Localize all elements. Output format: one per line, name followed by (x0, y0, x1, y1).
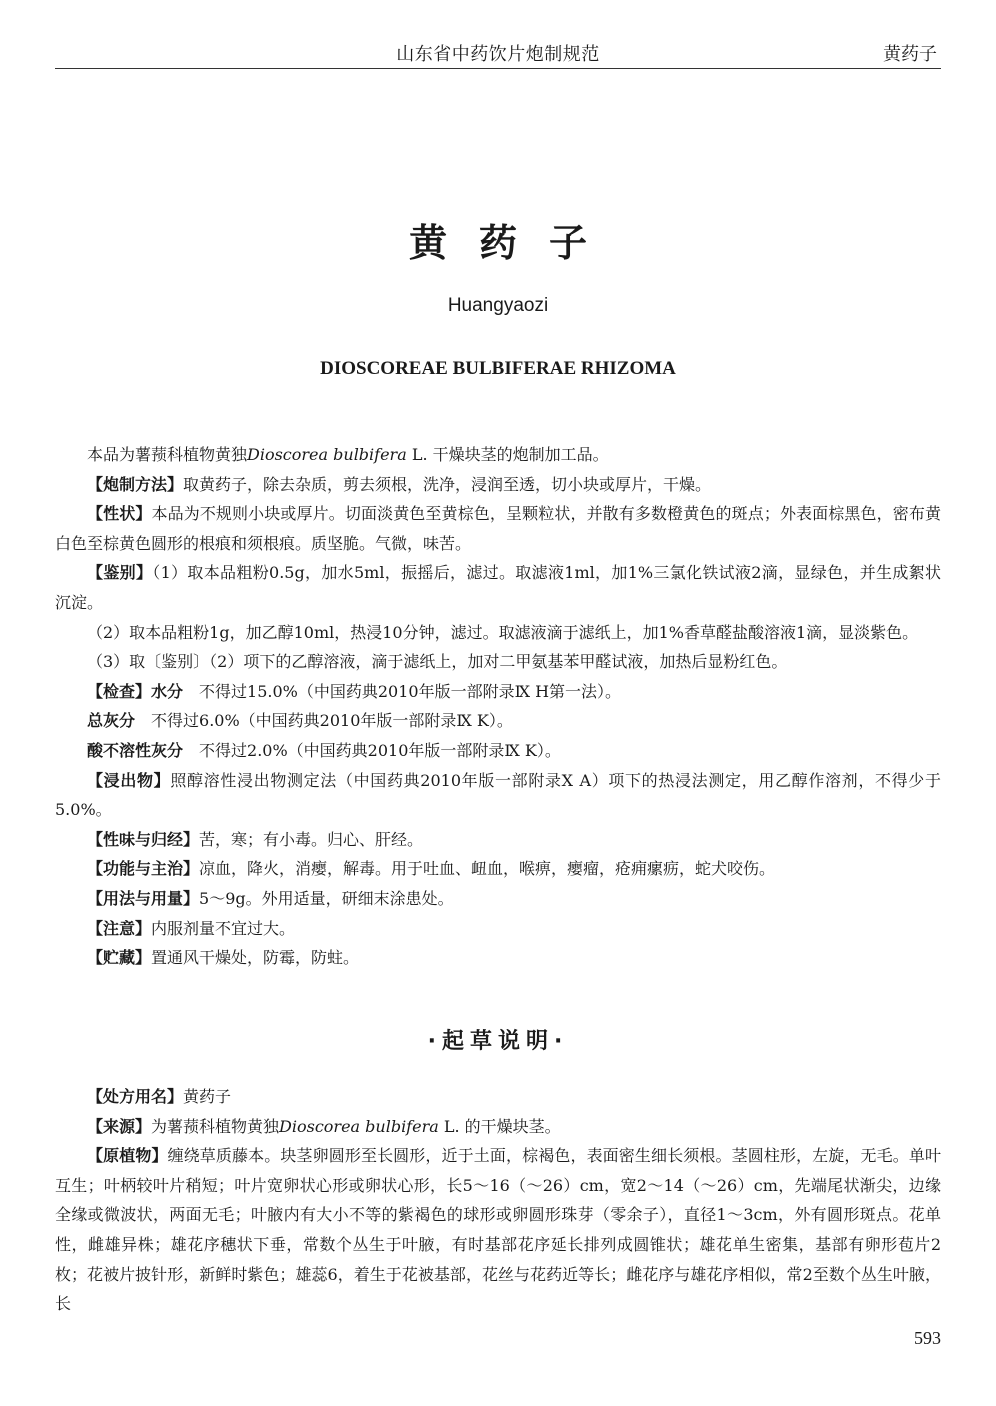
acid-ash-text: 不得过2.0%（中国药典2010年版一部附录Ⅸ K）。 (183, 740, 561, 760)
plant-label: 【原植物】 (87, 1146, 168, 1166)
monograph-latin-name: DIOSCOREAE BULBIFERAE RHIZOMA (320, 358, 676, 379)
processing-label: 【炮制方法】 (87, 474, 184, 494)
page-header (55, 36, 941, 69)
inspection-acid-ash (55, 736, 941, 766)
acid-ash-label: 酸不溶性灰分 (87, 740, 184, 760)
characters-text: 本品为不规则小块或厚片。切面淡黄色至黄棕色，呈颗粒状，并散有多数橙黄色的斑点；外表面棕黑色，密布黄白色至棕黄色圆形的根痕和须根痕。质坚脆。气微，味苦。 (55, 504, 941, 553)
identification-paragraph-1 (55, 558, 941, 617)
inspection-water (55, 677, 941, 707)
drafting-notes-heading: ·起草说明· (427, 1029, 569, 1054)
identification-paragraph-3: （3）取〔鉴别〕（2）项下的乙醇溶液，滴于滤纸上，加对二甲氨基苯甲醛试液，加热后显粉红色。 (87, 652, 788, 672)
nature-text: 苦，寒；有小毒。归心、肝经。 (199, 829, 424, 849)
identification-label: 【鉴别】 (87, 563, 153, 583)
intro-post: L. 干燥块茎的炮制加工品。 (406, 445, 609, 464)
extract-paragraph (55, 766, 941, 825)
intro-paragraph (55, 440, 941, 470)
identification-item-1: （1）取本品粗粉0.5g，加水5ml，振摇后，滤过。取滤液1ml，加1%三氯化铁试液2滴，显绿色，并生成絮状沉淀。 (55, 563, 941, 612)
water-label: 水分 (151, 681, 184, 701)
inspection-label: 【检查】 (87, 681, 152, 701)
dosage-paragraph (55, 884, 941, 914)
caution-label: 【注意】 (87, 918, 152, 938)
inspection-total-ash (55, 706, 941, 736)
processing-paragraph (55, 470, 941, 500)
caution-paragraph (55, 914, 941, 944)
total-ash-label: 总灰分 (87, 711, 136, 731)
dosage-text: 5～9g。外用适量，研细末涂患处。 (199, 888, 454, 908)
source-paragraph (55, 1112, 941, 1142)
dosage-label: 【用法与用量】 (87, 888, 200, 908)
monograph-pinyin: Huangyaozi (447, 295, 549, 316)
total-ash-text: 不得过6.0%（中国药典2010年版一部附录Ⅸ K）。 (135, 711, 513, 731)
usage-name-text: 黄药子 (183, 1087, 232, 1106)
caution-text: 内服剂量不宜过大。 (151, 918, 296, 938)
page-number: 593 (914, 1328, 941, 1348)
identification-paragraph-2: （2）取本品粗粉1g，加乙醇10ml，热浸10分钟，滤过。取滤液滴于滤纸上，加1%香草醛盐酸溶液1滴，显淡紫色。 (87, 622, 919, 642)
plant-text: 缠绕草质藤本。块茎卵圆形至长圆形，近于土面，棕褐色，表面密生细长须根。茎圆柱形，左旋，无毛。单叶互生；叶柄较叶片稍短；叶片宽卵状心形或卵状心形，长5～16（～26）cm，宽2～14（～26）cm，先端尾状渐尖，边缘全缘或微波状，两面无毛；叶腋内有大小不等的紫褐色的球形或卵圆形珠芽（零余子），直径1～3cm，外有圆形斑点。花单性，雌雄异株；雄花序穗状下垂，常数个丛生于叶腋，有时基部花序延长排列成圆锥状；雄花单生密集，基部有卵形苞片2枚；花被片披针形，新鲜时紫色；雄蕊6，着生于花被基部，花丝与花药近等长；雌花序与雄花序相似，常2至数个丛生叶腋，长 (55, 1146, 941, 1314)
running-title: 黄药子 (883, 44, 937, 65)
source-pre: 为薯蓣科植物黄独 (151, 1116, 280, 1136)
characters-label: 【性状】 (87, 504, 152, 524)
function-label: 【功能与主治】 (87, 859, 200, 879)
nature-label: 【性味与归经】 (87, 829, 200, 849)
intro-latin: Dioscorea bulbifera (247, 445, 407, 464)
usage-name-label: 【处方用名】 (87, 1087, 184, 1106)
source-latin: Dioscorea bulbifera (279, 1116, 439, 1136)
characters-paragraph (55, 499, 941, 558)
monograph-title: 黄药子 (408, 221, 619, 265)
intro-pre: 本品为薯蓣科植物黄独 (87, 445, 248, 464)
plant-paragraph (55, 1141, 941, 1319)
book-title: 山东省中药饮片炮制规范 (396, 44, 600, 65)
extract-text: 照醇溶性浸出物测定法（中国药典2010年版一部附录Ⅹ A）项下的热浸法测定，用乙醇作溶剂，不得少于5.0%。 (55, 770, 941, 820)
usage-name-paragraph (55, 1082, 941, 1112)
source-label: 【来源】 (87, 1116, 152, 1136)
drafting-body (55, 1082, 941, 1319)
monograph-body (55, 440, 941, 973)
storage-paragraph (55, 943, 941, 973)
function-paragraph (55, 854, 941, 884)
extract-label: 【浸出物】 (87, 770, 171, 790)
function-text: 凉血，降火，消瘿，解毒。用于吐血、衄血，喉痹，瘿瘤，疮痈瘰疬，蛇犬咬伤。 (199, 859, 776, 879)
storage-label: 【贮藏】 (87, 948, 152, 968)
water-text: 不得过15.0%（中国药典2010年版一部附录Ⅸ H第一法）。 (183, 681, 622, 701)
processing-text: 取黄药子，除去杂质，剪去须根，洗净，浸润至透，切小块或厚片，干燥。 (183, 474, 712, 494)
nature-paragraph (55, 825, 941, 855)
source-post: L. 的干燥块茎。 (438, 1116, 561, 1136)
storage-text: 置通风干燥处，防霉，防蛀。 (151, 948, 360, 968)
